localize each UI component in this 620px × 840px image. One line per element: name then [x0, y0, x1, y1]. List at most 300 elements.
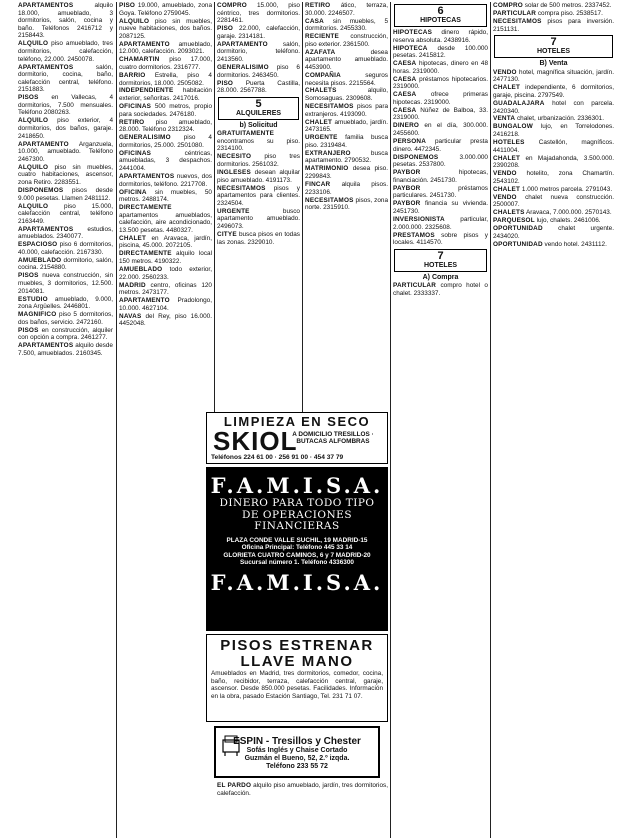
- column-3-4-lower: [217, 782, 388, 838]
- classified-entry: [493, 209, 614, 217]
- ad-address: PLAZA CONDE VALLE SUCHIL, 19 MADRID-15: [226, 536, 368, 544]
- entry-lead: BARRIO: [119, 71, 146, 79]
- ad-brand: SKIOL: [213, 426, 298, 456]
- entry-lead: COMPAÑIA: [305, 71, 341, 79]
- classified-entry: [119, 189, 212, 204]
- entry-lead: BUNGALOW: [493, 123, 533, 131]
- classified-page: [18, 2, 614, 838]
- entry-text: piso 4 dormitorios, 25.000. 2501080.: [119, 134, 212, 149]
- classified-entry: [493, 18, 614, 33]
- entry-lead: CASA: [305, 17, 324, 25]
- entry-lead: HOTELES: [493, 139, 525, 147]
- classified-entry: [393, 107, 488, 122]
- classified-entry: [493, 2, 614, 10]
- entry-text: compra piso. 2538517.: [536, 9, 603, 17]
- entry-text: salón, dormitorio, cocina, baño, calefacción central, teléfono. 2151883.: [18, 63, 113, 94]
- entry-text: sin muebles, 5 dormitorios. 2455330.: [305, 17, 388, 33]
- classified-entry: [217, 208, 300, 231]
- entry-text: hotelito, zona Chamartín. 2543102.: [493, 170, 614, 185]
- entry-lead: DIRECTAMENTE: [119, 204, 172, 212]
- entry-text: céntricas, amuebladas, 3 despachos. 2441004.: [119, 149, 212, 172]
- entry-text: vendo hotel. 2431112.: [542, 240, 607, 248]
- entry-lead: OFICINA: [119, 188, 147, 196]
- entry-text: amueblado, 9.000, zona Argüelles. 2446801.: [18, 295, 113, 311]
- column-rule: [490, 2, 491, 838]
- entry-lead: APARTAMENTOS: [18, 342, 74, 350]
- classified-entry: [393, 29, 488, 44]
- entry-text: en Aravaca, jardín, piscina, 45.000. 2072105.: [119, 234, 212, 250]
- classified-entry: [119, 2, 212, 17]
- entry-lead: CAESA: [393, 91, 417, 99]
- classified-entry: [393, 138, 488, 153]
- classified-entry: [119, 72, 212, 87]
- ad-line: DE OPERACIONES FINANCIERAS: [241, 508, 353, 532]
- entry-lead: VENTA: [493, 115, 516, 123]
- entry-text: alquilo local 150 metros. 4190322.: [119, 250, 212, 266]
- entry-lead: NECESITAMOS: [493, 17, 542, 25]
- column-rule: [302, 2, 303, 412]
- classified-entry: [393, 60, 488, 75]
- classified-entry: [493, 225, 614, 240]
- section-title: HIPOTECAS: [420, 17, 461, 24]
- section-title: HOTELES: [423, 261, 458, 269]
- entry-text: amueblado, jardín. 2473165.: [305, 118, 388, 134]
- entry-text: lujo, chalets. 2461006.: [534, 217, 601, 225]
- classified-entry: [119, 18, 212, 41]
- entry-text: piso sin muebles, cuatro habitaciones, ascensor, zona Retiro. 2283551.: [18, 163, 113, 186]
- entry-lead: PISO: [119, 2, 136, 9]
- entry-lead: PISOS: [18, 272, 39, 280]
- entry-lead: VENDO: [493, 193, 517, 201]
- section-number: 7: [437, 249, 444, 262]
- entry-lead: VENDO: [493, 170, 517, 178]
- entry-text: en el día, 300.000. 2455600.: [393, 122, 488, 138]
- entry-text: 3.000.000 pesetas. 2537800.: [393, 153, 488, 169]
- entry-text: nuevos, dos dormitorios, teléfono. 2217708.: [119, 172, 212, 188]
- entry-lead: CHALET: [493, 154, 521, 162]
- entry-lead: PISOS: [18, 326, 39, 334]
- entry-lead: OPORTUNIDAD: [493, 225, 543, 233]
- entry-lead: NECESITAMOS: [217, 184, 266, 192]
- classified-entry: [493, 100, 614, 115]
- ad-services: A DOMICILIO TRESILLOS · BUTACAS ALFOMBRAS: [292, 431, 374, 446]
- section-number: 5: [255, 97, 262, 110]
- entry-text: piso 5 dormitorios, dos baños, servicio. 2472160.: [18, 311, 113, 326]
- classified-entry: [493, 10, 614, 18]
- classified-entry: [393, 282, 488, 297]
- classified-entry: [119, 235, 212, 250]
- entry-text: dinero rápido, reserva absoluta. 2438916.: [393, 29, 488, 44]
- section-header-hoteles-venta: [494, 35, 613, 58]
- entry-lead: ESPACIOSO: [18, 241, 58, 249]
- section-title: ALQUILERES: [235, 109, 282, 117]
- entry-text: préstamos hipotecarios. 2319000.: [393, 75, 488, 91]
- entry-text: particular, 2.000.000. 2325608.: [393, 215, 488, 231]
- ad-body: Amueblados en Madrid, tres dormitorios, comedor, cocina, baño, recibidor, terraza, calefacción central, garaje, ascensor. Desde 850.000 pesetas. Facilidades. Información en la obra, pasado Estación Santiago, Tel. 231 71 07.: [211, 670, 383, 700]
- entry-text: alquilo, Somosaguas. 2309608.: [305, 87, 388, 103]
- classified-entry: [305, 150, 388, 165]
- classified-entry: [119, 119, 212, 134]
- entry-lead: CITYE: [217, 230, 237, 238]
- entry-text: piso exterior, 4 dormitorios, dos baños, garaje. 2418650.: [18, 117, 113, 140]
- section-header-hoteles-compra: [394, 249, 487, 272]
- entry-text: nueva construcción, sin muebles, 3 dormitorios, 12.500. 2014081.: [18, 272, 113, 295]
- entry-lead: APARTAMENTO: [119, 40, 170, 48]
- classified-entry: [217, 231, 300, 246]
- entry-lead: PARTICULAR: [493, 9, 537, 17]
- entry-text: salón, dormitorio, teléfono. 2413560.: [217, 40, 300, 63]
- classified-entry: [217, 169, 300, 184]
- entry-lead: AMUEBLADO: [119, 266, 163, 274]
- entry-lead: PISOS: [18, 94, 39, 102]
- classified-entry: [18, 187, 113, 202]
- entry-lead: PISO: [217, 79, 234, 87]
- entry-lead: DISPONEMOS: [393, 153, 439, 161]
- entry-lead: ALQUILO: [18, 117, 49, 125]
- entry-text: chalet urgente. 2434020.: [493, 225, 614, 240]
- entry-lead: DISPONEMOS: [18, 186, 64, 194]
- classified-entry: [18, 311, 113, 326]
- entry-lead: COMPRO: [217, 2, 247, 9]
- entry-lead: CHALET: [493, 185, 521, 193]
- entry-text: sobre pisos y locales. 4114570.: [393, 231, 488, 247]
- entry-text: del Rey, piso 16.000. 4452048.: [119, 312, 212, 328]
- entry-lead: HIPOTECA: [393, 44, 428, 52]
- classified-entry: [217, 185, 300, 208]
- entry-lead: PERSONA: [393, 138, 427, 146]
- column-3: [217, 2, 300, 410]
- classified-entry: [393, 45, 488, 60]
- classified-entry: [217, 130, 300, 153]
- classified-entry: EL PARDO alquilo piso amueblado, jardín, tres dormitorios, calefacción.: [217, 782, 388, 797]
- entry-text: piso 15.000, calefacción central, teléfono 2163449.: [18, 202, 113, 225]
- entry-lead: GRATUITAMENTE: [217, 130, 275, 138]
- entry-text: amueblado, 12.000, calefacción. 2093021.: [119, 40, 212, 56]
- classified-entry: [305, 18, 388, 33]
- classified-entry: [119, 266, 212, 281]
- entry-text: piso 6 dormitorios, 40.000, calefacción. 2167330.: [18, 241, 113, 256]
- section-subtitle: B) Venta: [539, 60, 568, 68]
- entry-text: chalet nueva construcción. 2500007.: [493, 193, 614, 209]
- entry-text: hipotecas, financiación. 2451730.: [393, 169, 488, 184]
- entry-lead: INVERSIONISTA: [393, 215, 445, 223]
- entry-text: desean alquilar piso amueblado. 4191173.: [217, 169, 300, 184]
- classified-entry: [493, 194, 614, 209]
- entry-lead: RETIRO: [119, 118, 145, 126]
- ad-headline: ESPIN - Tresillos y Chester: [233, 736, 361, 747]
- entry-lead: GUADALAJARA: [493, 99, 545, 107]
- entry-lead: URGENTE: [217, 207, 250, 215]
- classified-entry: [119, 297, 212, 312]
- classified-entry: [305, 134, 388, 149]
- classified-entry: [18, 296, 113, 311]
- ad-line: Sofás Inglés y Chaise Cortado: [246, 747, 348, 754]
- classified-entry: [18, 2, 113, 40]
- entry-text: apartamentos amueblados, calefacción, aire acondicionado, 13.500 pesetas. 4480327.: [119, 211, 212, 234]
- classified-entry: [119, 134, 212, 149]
- entry-text: ofrece primeras hipotecas. 2319000.: [393, 91, 488, 106]
- entry-lead: NECESITO: [217, 153, 252, 161]
- entry-text: pisos desde 9.000 pesetas. Llamen 2481112.: [18, 186, 113, 202]
- classified-entry: [493, 241, 614, 249]
- classified-entry: [119, 150, 212, 173]
- entry-text: 15.000, piso céntrico, tres dormitorios. 2281461.: [217, 2, 300, 25]
- classified-entry: [493, 69, 614, 84]
- entry-text: en Vallecas, 4 dormitorios, 7.500 mensuales. Teléfono 2080263.: [18, 94, 113, 117]
- ad-line: Guzmán el Bueno, 52, 2.º izqda.: [244, 755, 350, 762]
- section-subtitle: b) Solicitud: [239, 121, 278, 129]
- classified-entry: [393, 122, 488, 137]
- entry-lead: PAYBOR: [393, 184, 421, 192]
- entry-text: lujo, en Torrelodones. 2416218.: [493, 123, 614, 139]
- entry-text: Estrella, piso 4 dormitorios, 18.000. 2505082.: [119, 71, 212, 87]
- classified-entry: [305, 181, 388, 196]
- entry-lead: MAGNIFICO: [18, 311, 57, 319]
- classified-entry: [18, 94, 113, 117]
- classified-entry: [119, 282, 212, 297]
- entry-text: Puerta Castilla, 28.000. 2567788.: [217, 79, 300, 95]
- entry-lead: EXTRANJERO: [305, 149, 351, 157]
- ad-line: DINERO PARA TODO TIPO: [219, 497, 375, 509]
- classified-entry: [393, 232, 488, 247]
- entry-lead: NECESITAMOS: [305, 196, 354, 204]
- entry-lead: ALQUILO: [18, 40, 49, 48]
- entry-lead: APARTAMENTO: [119, 297, 170, 305]
- entry-lead: CAESA: [393, 106, 417, 114]
- entry-text: Pradolongo, 10.000. 4627104.: [119, 297, 212, 312]
- classified-entry: [18, 327, 113, 342]
- entry-text: Aravaca, 7.000.000. 2570143.: [524, 209, 612, 217]
- entry-text: hipotecas, dinero en 48 horas. 2319000.: [393, 60, 488, 75]
- section-title: HOTELES: [536, 48, 571, 56]
- classified-entry: [18, 342, 113, 357]
- column-4: [305, 2, 388, 410]
- entry-lead: PAYBOR: [393, 200, 421, 208]
- classified-entry: [305, 87, 388, 102]
- classified-entry: [18, 141, 113, 164]
- entry-lead: URGENTE: [305, 134, 338, 142]
- entry-text: ático, terraza, 30.000. 2246507.: [305, 2, 388, 17]
- classified-entry: [217, 153, 300, 168]
- entry-lead: INGLESES: [217, 169, 251, 177]
- classified-entry: [305, 103, 388, 118]
- classified-entry: [493, 115, 614, 123]
- entry-lead: PAYBOR: [393, 169, 421, 177]
- entry-lead: OFICINAS: [119, 103, 152, 111]
- entry-lead: COMPRO: [493, 2, 523, 9]
- entry-text: chalet, urbanización. 2336301.: [515, 115, 605, 123]
- entry-lead: CHALET: [305, 118, 333, 126]
- entry-lead: APARTAMENTO: [217, 40, 268, 48]
- entry-text: Arganzuela, 10.000, amueblado. Teléfono 2467300.: [18, 140, 113, 163]
- entry-text: pisos para inversión. 2151131.: [493, 17, 614, 33]
- entry-text: todo exterior, 22.000. 2560233.: [119, 266, 212, 281]
- entry-lead: CAESA: [393, 75, 417, 83]
- entry-lead: APARTAMENTO: [18, 140, 69, 148]
- classified-entry: [119, 56, 212, 71]
- classified-entry: [18, 40, 113, 63]
- ad-address: GLORIETA CUATRO CAMINOS, 6 y 7 MADRID-20: [223, 551, 371, 559]
- classified-entry: [305, 165, 388, 180]
- classified-entry: [18, 117, 113, 140]
- entry-lead: AMUEBLADO: [18, 256, 62, 264]
- classified-entry: [217, 2, 300, 25]
- entry-text: Núñez de Balboa, 33. 2319000.: [393, 106, 488, 122]
- entry-lead: APARTAMENTOS: [18, 225, 74, 233]
- entry-lead: RETIRO: [305, 2, 331, 9]
- entry-lead: GENERALISIMO: [217, 63, 269, 71]
- entry-lead: ALQUILO: [119, 17, 150, 25]
- ad-address: Sucursal número 1. Teléfono 4336300: [240, 559, 354, 567]
- entry-text: 22.000, calefacción, garaje. 2314181.: [217, 25, 300, 40]
- entry-text: busca pisos en todas las zonas. 2329010.: [217, 230, 300, 246]
- ad-line: Teléfono 233 55 72: [266, 763, 328, 770]
- entry-text: desde 100.000 pesetas. 2415812.: [393, 44, 488, 60]
- entry-text: alquilo 18.000, amueblado, 3 dormitorios, salón, cocina y baño. Teléfonos 2416712 y 2158443.: [18, 2, 113, 40]
- entry-lead: INDEPENDIENTE: [119, 87, 174, 95]
- entry-text: pisos para extranjeros. 4193090.: [305, 103, 388, 118]
- entry-lead: DIRECTAMENTE: [119, 250, 172, 258]
- classified-entry: [119, 313, 212, 328]
- classified-entry: [18, 164, 113, 187]
- classified-entry: [493, 155, 614, 170]
- ad-famisa: [206, 467, 388, 631]
- column-2: [119, 2, 212, 838]
- entry-text: desea piso. 2299843.: [305, 165, 388, 180]
- column-rule: [116, 2, 117, 838]
- ad-headline: LIMPIEZA EN SECO: [223, 414, 371, 429]
- classified-entry: [119, 103, 212, 118]
- classified-entry: [393, 169, 488, 184]
- column-1: [18, 2, 113, 838]
- entry-lead: CHALETS: [493, 209, 525, 217]
- entry-text: familia busca piso. 2319484.: [305, 134, 388, 149]
- entry-lead: FINCAR: [305, 180, 331, 188]
- entry-lead: CHAMARTIN: [119, 56, 160, 64]
- ad-pisos-estrenar: [206, 634, 388, 722]
- classified-entry: [305, 2, 388, 17]
- entry-lead: CHALET: [493, 84, 521, 92]
- classified-entry: [393, 91, 488, 106]
- entry-text: piso tres dormitorios. 2561032.: [217, 153, 300, 169]
- entry-text: alquilo desde 7.500, amueblados. 2160345.: [18, 342, 113, 357]
- entry-text: hotel, magnífica situación, jardín. 2477130.: [493, 68, 614, 84]
- entry-lead: GENERALISIMO: [119, 134, 171, 142]
- classified-entry: [393, 76, 488, 91]
- entry-text: desea apartamento amueblado. 4453900.: [305, 48, 388, 71]
- classified-entry: [493, 84, 614, 99]
- entry-lead: MATRIMONIO: [305, 165, 349, 173]
- entry-text: Castellón, magníficos. 4411004.: [493, 139, 614, 154]
- classified-entry: [119, 41, 212, 56]
- classified-entry: [119, 173, 212, 188]
- classified-entry: [217, 41, 300, 64]
- classified-entry: [305, 197, 388, 212]
- entry-lead: PARQUESOL: [493, 217, 535, 225]
- ad-headline: PISOS ESTRENAR: [220, 637, 374, 654]
- section-number: 6: [437, 5, 444, 17]
- classified-entry: [119, 250, 212, 265]
- entry-lead: ALQUILO: [18, 163, 49, 171]
- classified-entry: [18, 272, 113, 295]
- column-5: [393, 2, 488, 838]
- entry-text: centro, oficinas 120 metros. 2473177.: [119, 281, 212, 297]
- column-rule: [390, 2, 391, 838]
- entry-text: independiente, 6 dormitorios, garaje, piscina. 2797549.: [493, 84, 614, 99]
- entry-lead: MADRID: [119, 281, 146, 289]
- classified-entry: [18, 257, 113, 272]
- entry-text: seguros necesita pisos. 2215564.: [305, 71, 388, 87]
- column-6: [493, 2, 614, 838]
- entry-text: compro hotel o chalet. 2333337.: [393, 282, 488, 297]
- entry-lead: OFICINAS: [119, 149, 152, 157]
- entry-lead: DINERO: [393, 122, 420, 130]
- entry-text: piso sin muebles, nueve habitaciones, dos baños. 2087125.: [119, 17, 212, 40]
- entry-text: encontramos su piso. 2314100.: [217, 137, 300, 153]
- entry-text: préstamos particulares. 2451730.: [393, 184, 488, 200]
- classified-entry: [393, 154, 488, 169]
- classified-entry: [493, 139, 614, 154]
- section-subtitle: A) Compra: [422, 273, 459, 281]
- entry-lead: APARTAMENTOS: [119, 172, 175, 180]
- entry-text: hotel con parcela. 2420340.: [493, 99, 614, 115]
- entry-text: particular presta dinero. 4472345.: [393, 138, 488, 153]
- ad-brand: F.A.M.I.S.A.: [210, 569, 384, 595]
- entry-text: 19.000, amueblado, zona Goya. Teléfono 2759045.: [119, 2, 212, 17]
- entry-text: construcción, piso exterior. 2361500.: [305, 33, 388, 48]
- classified-entry: [18, 241, 113, 256]
- entry-lead: APARTAMENTOS: [18, 2, 74, 9]
- entry-lead: NAVAS: [119, 312, 142, 320]
- classified-entry: [493, 123, 614, 138]
- entry-text: estudios, amueblados. 2340077.: [18, 225, 113, 241]
- entry-text: pisos y apartamentos para clientes. 2324504.: [217, 184, 300, 207]
- classified-entry: [119, 204, 212, 234]
- classified-entry: [493, 186, 614, 194]
- classified-entry: [217, 25, 300, 40]
- classified-entry: [18, 64, 113, 94]
- classified-entry: [393, 200, 488, 215]
- entry-lead: CHALET: [119, 234, 147, 242]
- entry-lead: PRESTAMOS: [393, 231, 435, 239]
- classified-entry: [393, 185, 488, 200]
- entry-text: 1.000 metros parcela. 2791043.: [520, 185, 613, 193]
- entry-lead: APARTAMENTOS: [18, 63, 74, 71]
- entry-lead: ESTUDIO: [18, 295, 48, 303]
- entry-lead: ALQUILO: [18, 202, 49, 210]
- section-number: 7: [550, 36, 557, 49]
- section-header-hipotecas: [394, 4, 487, 27]
- entry-text: piso amueblado, 28.000. Teléfono 2312324.: [119, 118, 212, 134]
- ad-headline: LLAVE MANO: [240, 653, 354, 670]
- classified-entry: [18, 226, 113, 241]
- entry-text: 500 metros, propio para sociedades. 2476180.: [119, 103, 212, 118]
- section-header-alquileres: [218, 97, 299, 120]
- entry-lead: VENDO: [493, 68, 517, 76]
- sofa-icon: [222, 732, 240, 758]
- classified-entry: [493, 170, 614, 185]
- entry-lead: HIPOTECAS: [393, 29, 433, 36]
- entry-text: busco apartamento amueblado. 2496073.: [217, 207, 300, 230]
- entry-lead: NECESITAMOS: [305, 103, 354, 111]
- entry-text: piso 17.000, cuatro dormitorios. 2316777.: [119, 56, 212, 71]
- classified-entry: [119, 87, 212, 102]
- entry-lead: CHALETS: [305, 87, 337, 95]
- entry-text: alquila pisos. 2233106.: [305, 180, 388, 196]
- entry-text: piso amueblado, tres dormitorios, calefacción, teléfono, 22.000. 2450078.: [18, 40, 113, 63]
- classified-entry: [393, 216, 488, 231]
- ad-espin: [214, 726, 380, 778]
